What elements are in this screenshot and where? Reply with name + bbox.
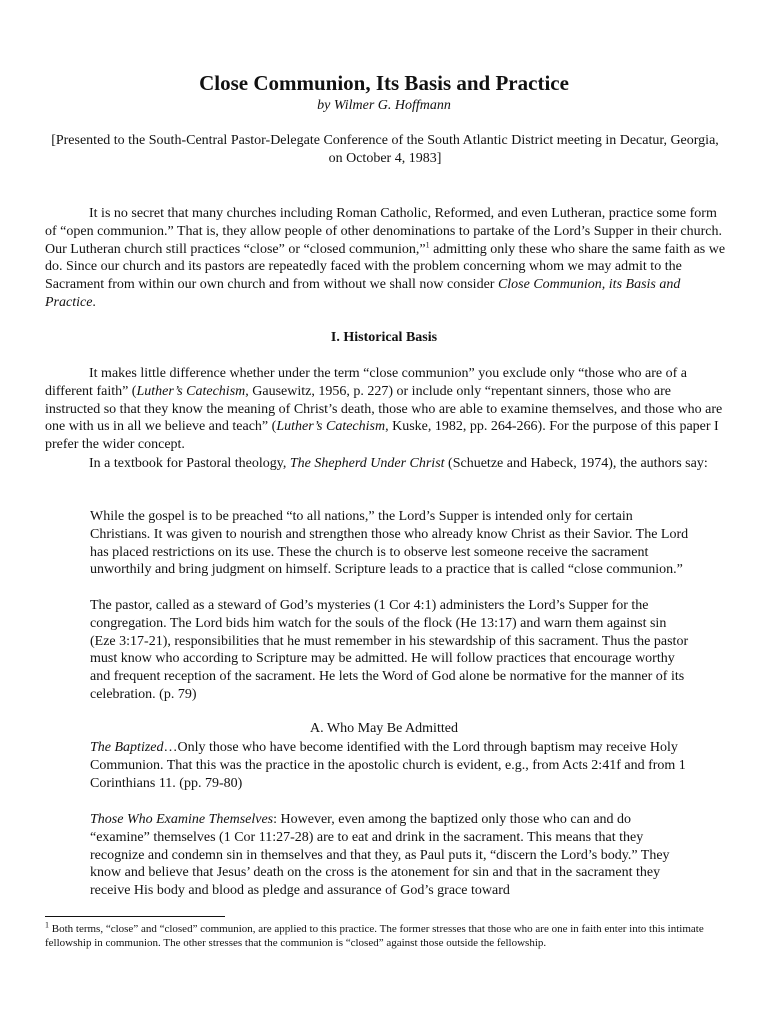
para1-b: Luther’s Catechism (136, 383, 246, 399)
intro-paragraph (45, 205, 729, 312)
footnote-reference: 1 (425, 239, 430, 249)
para2-c: (Schuetze and Habeck, 1974), the authors say: (444, 456, 708, 471)
historical-paragraph-1 (45, 365, 729, 454)
presentation-note: [Presented to the South-Central Pastor-Delegate Conference of the South Atlantic District meeting in Decatur, Georgia, on October 4, 1983] (51, 133, 719, 166)
block-quote-1: While the gospel is to be preached “to all nations,” the Lord’s Supper is intended only for certain Christians. It was given to nourish and strengthen those who already know Christ as their Savior. The Lord has placed restrictions on its use. These the church is to observe lest someone receive the sacrament unworthily and bring judgment on himself. Scripture leads to a practice that is called “close communion.” (90, 509, 689, 578)
block-quote-baptized (90, 739, 690, 792)
intro-text-b: admitting only these who share the same faith as we do. Since our church and its pastors are repeatedly faced with the problem concerning whom we may admit to the Sacrament from within our own church and from without we shall now consider (45, 241, 726, 293)
para1-c: , Gausewitz, 1956, p. 227) or include only “repentant sinners, those who are instructed so that they know the meaning of Christ’s death, those who are able to examine themselves, and those who are one with us in all we believe and teach” ( (45, 383, 723, 435)
section-heading: I. Historical Basis (330, 330, 438, 345)
block-quote-examine (90, 811, 690, 900)
para1-d: Luther’s Catechism (276, 419, 386, 435)
footnote-number: 1 (45, 920, 49, 930)
document-title: Close Communion, Its Basis and Practice (199, 71, 569, 95)
footnote-text: Both terms, “close” and “closed” communion, are applied to this practice. The former stresses that those who are one in faith enter into this intimate fellowship in communion. The other stresses that the communion is “closed” against those outside the fellowship. (45, 923, 704, 949)
intro-text-end: . (92, 294, 96, 310)
intro-text-italic: Close Communion, its Basis and Practice (45, 277, 681, 310)
intro-text-a: It is no secret that many churches including Roman Catholic, Reformed, and even Lutheran, practice some form of “open communion.” That is, they allow people of other denominations to partake of the Lord’s Supper in their church. Our Lutheran church still practices “close” or “closed communion,” (45, 206, 723, 257)
quote3-text: …Only those who have become identified with the Lord through baptism may receive Holy Communion. That this was the practice in the apostolic church is evident, e.g., from Acts 2:41f and from 1 Corinthians 11. (pp. 79-80) (90, 740, 686, 791)
quote4-italic: Those Who Examine Themselves (90, 812, 274, 827)
quote4-text: : However, even among the baptized only those who can and do “examine” themselves (1 Cor 11:27-28) are to eat and drink in the sacrament. This means that they recognize and condemn sin in themselves and that they, as Paul puts it, “discern the Lord’s body.” They know and believe that Jesus’ death on the cross is the atonement for sin and that in the sacrament they receive His body and blood as pledge and assurance of God’s grace toward (90, 812, 670, 899)
block-quote-2: The pastor, called as a steward of God’s mysteries (1 Cor 4:1) administers the Lord’s Supper for the congregation. The Lord bids him watch for the souls of the flock (He 13:17) and warn them against sin (Eze 3:17-21), responsibilities that he must remember in his stewardship of this sacrament. Thus the pastor must know who according to Scripture may be admitted. He will follow practices that encourage worthy and frequent reception of the sacrament. He lets the Word of God alone be normative for the manner of its celebration. (p. 79) (90, 598, 689, 702)
para2-a: In a textbook for Pastoral theology, (89, 456, 290, 471)
footnote (45, 922, 729, 950)
para1-e: , Kuske, 1982, pp. 264-266). For the purpose of this paper I prefer the wider concept. (45, 419, 719, 453)
subsection-heading: A. Who May Be Admitted (310, 721, 458, 736)
quote3-italic: The Baptized (90, 740, 164, 755)
para1-a: It makes little difference whether under the term “close communion” you exclude only “those who are of a different faith” ( (45, 366, 688, 399)
document-author: by Wilmer G. Hoffmann (317, 98, 451, 113)
para2-b: The Shepherd Under Christ (289, 456, 445, 471)
historical-paragraph-2 (45, 455, 729, 473)
footnote-divider (45, 916, 225, 917)
